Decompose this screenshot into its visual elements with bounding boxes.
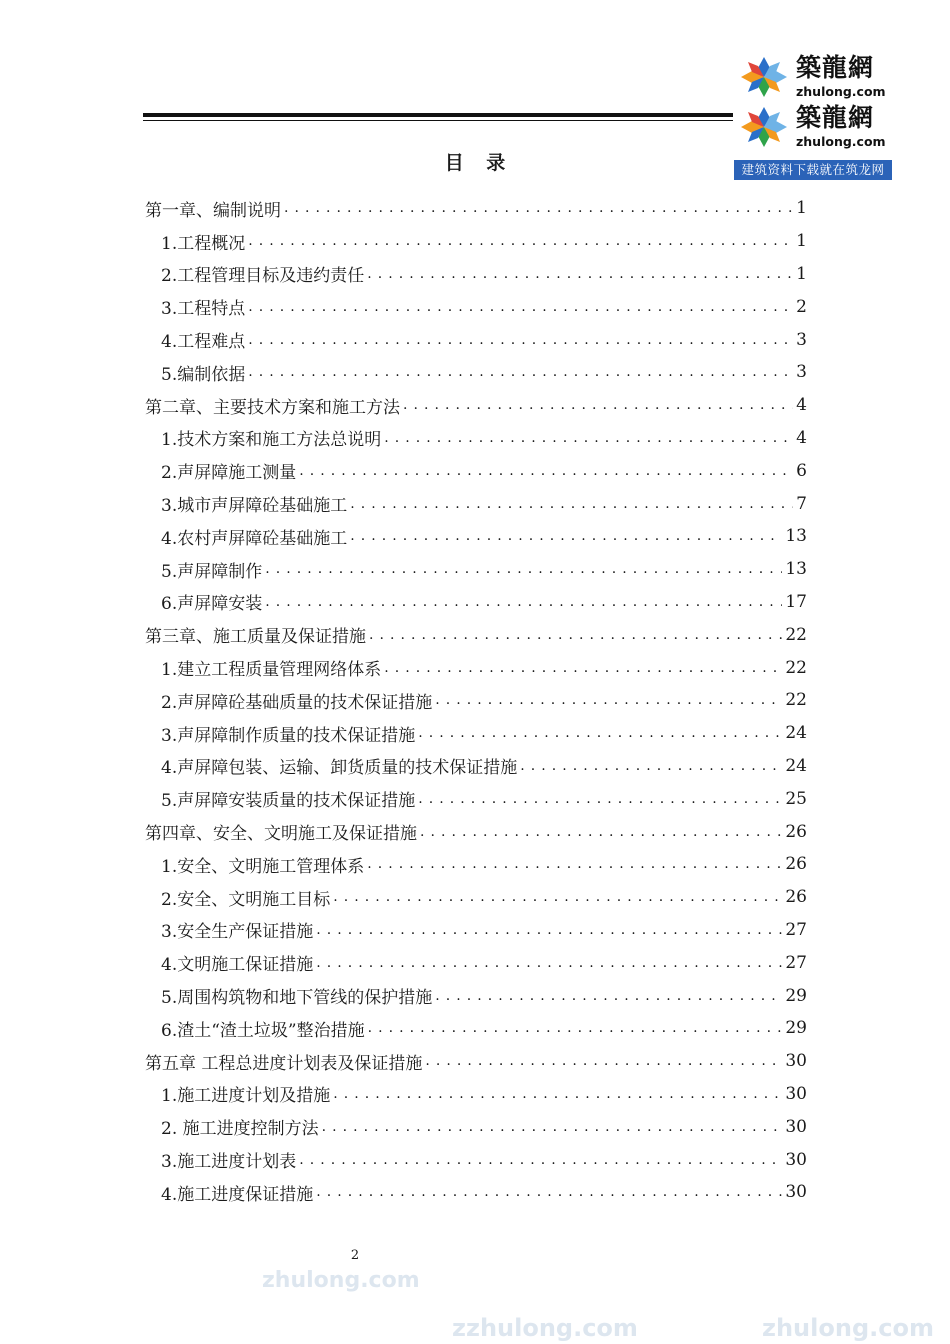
page-number: 2: [350, 1248, 360, 1263]
toc-chapter-entry[interactable]: [145, 192, 807, 225]
toc-dot-leader: [369, 625, 782, 645]
toc-dot-leader: [333, 1084, 782, 1104]
toc-title: 目 录: [444, 152, 514, 174]
toc-entry-page: 26: [785, 887, 807, 908]
toc-entry-title: 1.安全、文明施工管理体系: [161, 856, 365, 877]
toc-entry-title: 2. 施工进度控制方法: [161, 1119, 319, 1140]
toc-entry-page: 13: [785, 559, 807, 580]
toc-entry-page: 3: [796, 329, 807, 350]
toc-dot-leader: [367, 854, 782, 874]
toc-entry-title: 6.声屏障安装: [161, 594, 263, 615]
toc-section-entry[interactable]: [145, 946, 807, 979]
toc-entry-page: 26: [785, 854, 807, 875]
toc-entry-title: 2.安全、文明施工目标: [161, 889, 331, 910]
toc-dot-leader: [367, 264, 793, 284]
toc-section-entry[interactable]: [145, 225, 807, 258]
toc-section-entry[interactable]: [145, 848, 807, 881]
toc-dot-leader: [520, 756, 782, 776]
toc-entry-title: 6.渣土“渣土垃圾”整治措施: [161, 1020, 365, 1041]
toc-entry-page: 24: [785, 723, 807, 744]
toc-chapter-entry[interactable]: [145, 618, 807, 651]
toc-entry-title: 2.工程管理目标及违约责任: [161, 266, 365, 287]
zhulong-flower-icon: [736, 104, 792, 150]
toc-section-entry[interactable]: [145, 914, 807, 947]
toc-entry-title: 4.文明施工保证措施: [161, 955, 314, 976]
toc-entry-title: 第五章 工程总进度计划表及保证措施: [145, 1053, 423, 1074]
toc-entry-page: 2: [796, 296, 807, 317]
logo-banner: 建筑资料下载就在筑龙网: [734, 160, 892, 180]
logo-chinese-text: 築龍網: [796, 53, 875, 82]
toc-dot-leader: [265, 559, 782, 579]
toc-dot-leader: [316, 953, 782, 973]
toc-section-entry[interactable]: [145, 979, 807, 1012]
toc-dot-leader: [418, 789, 782, 809]
toc-entry-page: 17: [785, 591, 807, 612]
toc-entry-page: 4: [796, 395, 807, 416]
toc-entry-title: 5.周围构筑物和地下管线的保护措施: [161, 988, 433, 1009]
toc-entry-title: 1.技术方案和施工方法总说明: [161, 430, 382, 451]
toc-entry-title: 4.农村声屏障砼基础施工: [161, 528, 348, 549]
toc-entry-page: 6: [796, 460, 807, 481]
toc-dot-leader: [435, 986, 782, 1006]
toc-dot-leader: [333, 887, 782, 907]
toc-entry-page: 27: [785, 952, 807, 973]
toc-section-entry[interactable]: [145, 520, 807, 553]
toc-entry-page: 30: [785, 1116, 807, 1137]
toc-section-entry[interactable]: [145, 750, 807, 783]
toc-dot-leader: [316, 1182, 782, 1202]
watermark: zzhulong.com: [452, 1314, 638, 1342]
table-of-contents: [145, 192, 807, 1209]
toc-dot-leader: [418, 723, 782, 743]
toc-entry-page: 29: [785, 1018, 807, 1039]
watermark: zhulong.com: [262, 1268, 420, 1293]
toc-entry-page: 4: [796, 427, 807, 448]
toc-entry-title: 5.编制依据: [161, 364, 246, 385]
toc-dot-leader: [420, 822, 782, 842]
toc-dot-leader: [284, 198, 793, 218]
toc-dot-leader: [248, 330, 793, 350]
toc-entry-page: 29: [785, 985, 807, 1006]
toc-entry-page: 25: [785, 788, 807, 809]
toc-dot-leader: [316, 920, 782, 940]
toc-section-entry[interactable]: [145, 323, 807, 356]
toc-section-entry[interactable]: [145, 422, 807, 455]
logo-row: [734, 102, 892, 152]
toc-entry-page: 30: [785, 1083, 807, 1104]
toc-section-entry[interactable]: [145, 290, 807, 323]
toc-section-entry[interactable]: [145, 258, 807, 291]
toc-section-entry[interactable]: [145, 717, 807, 750]
toc-entry-title: 4.施工进度保证措施: [161, 1184, 314, 1205]
toc-dot-leader: [322, 1117, 783, 1137]
toc-section-entry[interactable]: [145, 454, 807, 487]
toc-entry-title: 5.声屏障制作: [161, 561, 263, 582]
toc-entry-title: 第二章、主要技术方案和施工方法: [145, 397, 400, 418]
toc-entry-page: 30: [785, 1149, 807, 1170]
toc-dot-leader: [350, 526, 782, 546]
toc-entry-page: 24: [785, 755, 807, 776]
toc-section-entry[interactable]: [145, 586, 807, 619]
toc-entry-page: 22: [785, 690, 807, 711]
toc-entry-page: 22: [785, 624, 807, 645]
toc-dot-leader: [403, 395, 793, 415]
toc-entry-page: 30: [785, 1051, 807, 1072]
toc-entry-title: 2.声屏障施工测量: [161, 463, 297, 484]
toc-entry-page: 22: [785, 657, 807, 678]
toc-entry-title: 3.工程特点: [161, 299, 246, 320]
toc-dot-leader: [384, 658, 782, 678]
toc-entry-title: 4.工程难点: [161, 332, 246, 353]
toc-section-entry[interactable]: [145, 881, 807, 914]
toc-entry-title: 3.城市声屏障砼基础施工: [161, 496, 348, 517]
logo-chinese-text: 築龍網: [796, 103, 875, 132]
toc-dot-leader: [265, 592, 782, 612]
toc-entry-title: 4.声屏障包装、运输、卸货质量的技术保证措施: [161, 758, 518, 779]
toc-dot-leader: [248, 297, 793, 317]
header-rule-thin: [143, 120, 733, 121]
toc-dot-leader: [435, 690, 782, 710]
toc-entry-page: 1: [796, 263, 807, 284]
toc-dot-leader: [350, 494, 793, 514]
logo-domain-text: zhulong.com: [796, 134, 886, 149]
logo-row: [734, 52, 892, 102]
toc-dot-leader: [368, 1018, 783, 1038]
header-rule-thick: [143, 113, 733, 117]
toc-entry-page: 26: [785, 821, 807, 842]
toc-entry-page: 30: [785, 1182, 807, 1203]
toc-entry-title: 1.工程概况: [161, 233, 246, 254]
toc-dot-leader: [384, 428, 793, 448]
toc-entry-page: 1: [796, 198, 807, 219]
toc-section-entry[interactable]: [145, 651, 807, 684]
toc-entry-title: 第四章、安全、文明施工及保证措施: [145, 824, 417, 845]
toc-entry-page: 27: [785, 919, 807, 940]
zhulong-flower-icon: [736, 54, 792, 100]
toc-section-entry[interactable]: [145, 1110, 807, 1143]
toc-section-entry[interactable]: [145, 1012, 807, 1045]
toc-entry-title: 3.声屏障制作质量的技术保证措施: [161, 725, 416, 746]
toc-chapter-entry[interactable]: [145, 815, 807, 848]
toc-dot-leader: [248, 362, 793, 382]
toc-dot-leader: [299, 1150, 782, 1170]
toc-entry-title: 1.施工进度计划及措施: [161, 1086, 331, 1107]
toc-dot-leader: [299, 461, 793, 481]
toc-entry-title: 3.施工进度计划表: [161, 1152, 297, 1172]
toc-entry-title: 2.声屏障砼基础质量的技术保证措施: [161, 692, 433, 713]
toc-entry-title: 3.安全生产保证措施: [161, 922, 314, 943]
toc-section-entry[interactable]: [145, 487, 807, 520]
logo-domain-text: zhulong.com: [796, 84, 886, 99]
toc-chapter-entry[interactable]: [145, 389, 807, 422]
toc-entry-title: 第三章、施工质量及保证措施: [145, 627, 366, 648]
toc-entry-page: 13: [785, 526, 807, 547]
toc-entry-page: 3: [796, 362, 807, 383]
toc-entry-title: 5.声屏障安装质量的技术保证措施: [161, 791, 416, 812]
toc-dot-leader: [425, 1051, 782, 1071]
toc-section-entry[interactable]: [145, 553, 807, 586]
toc-section-entry[interactable]: [145, 1078, 807, 1111]
watermark: zhulong.com: [762, 1314, 934, 1342]
toc-section-entry[interactable]: [145, 1143, 807, 1176]
toc-section-entry[interactable]: [145, 356, 807, 389]
toc-section-entry[interactable]: [145, 684, 807, 717]
toc-entry-page: 7: [796, 493, 807, 514]
toc-section-entry[interactable]: [145, 1176, 807, 1209]
toc-chapter-entry[interactable]: [145, 1045, 807, 1078]
toc-section-entry[interactable]: [145, 782, 807, 815]
toc-entry-title: 第一章、编制说明: [145, 200, 281, 221]
toc-dot-leader: [248, 231, 793, 251]
toc-entry-title: 1.建立工程质量管理网络体系: [161, 660, 382, 681]
toc-entry-page: 1: [796, 231, 807, 252]
